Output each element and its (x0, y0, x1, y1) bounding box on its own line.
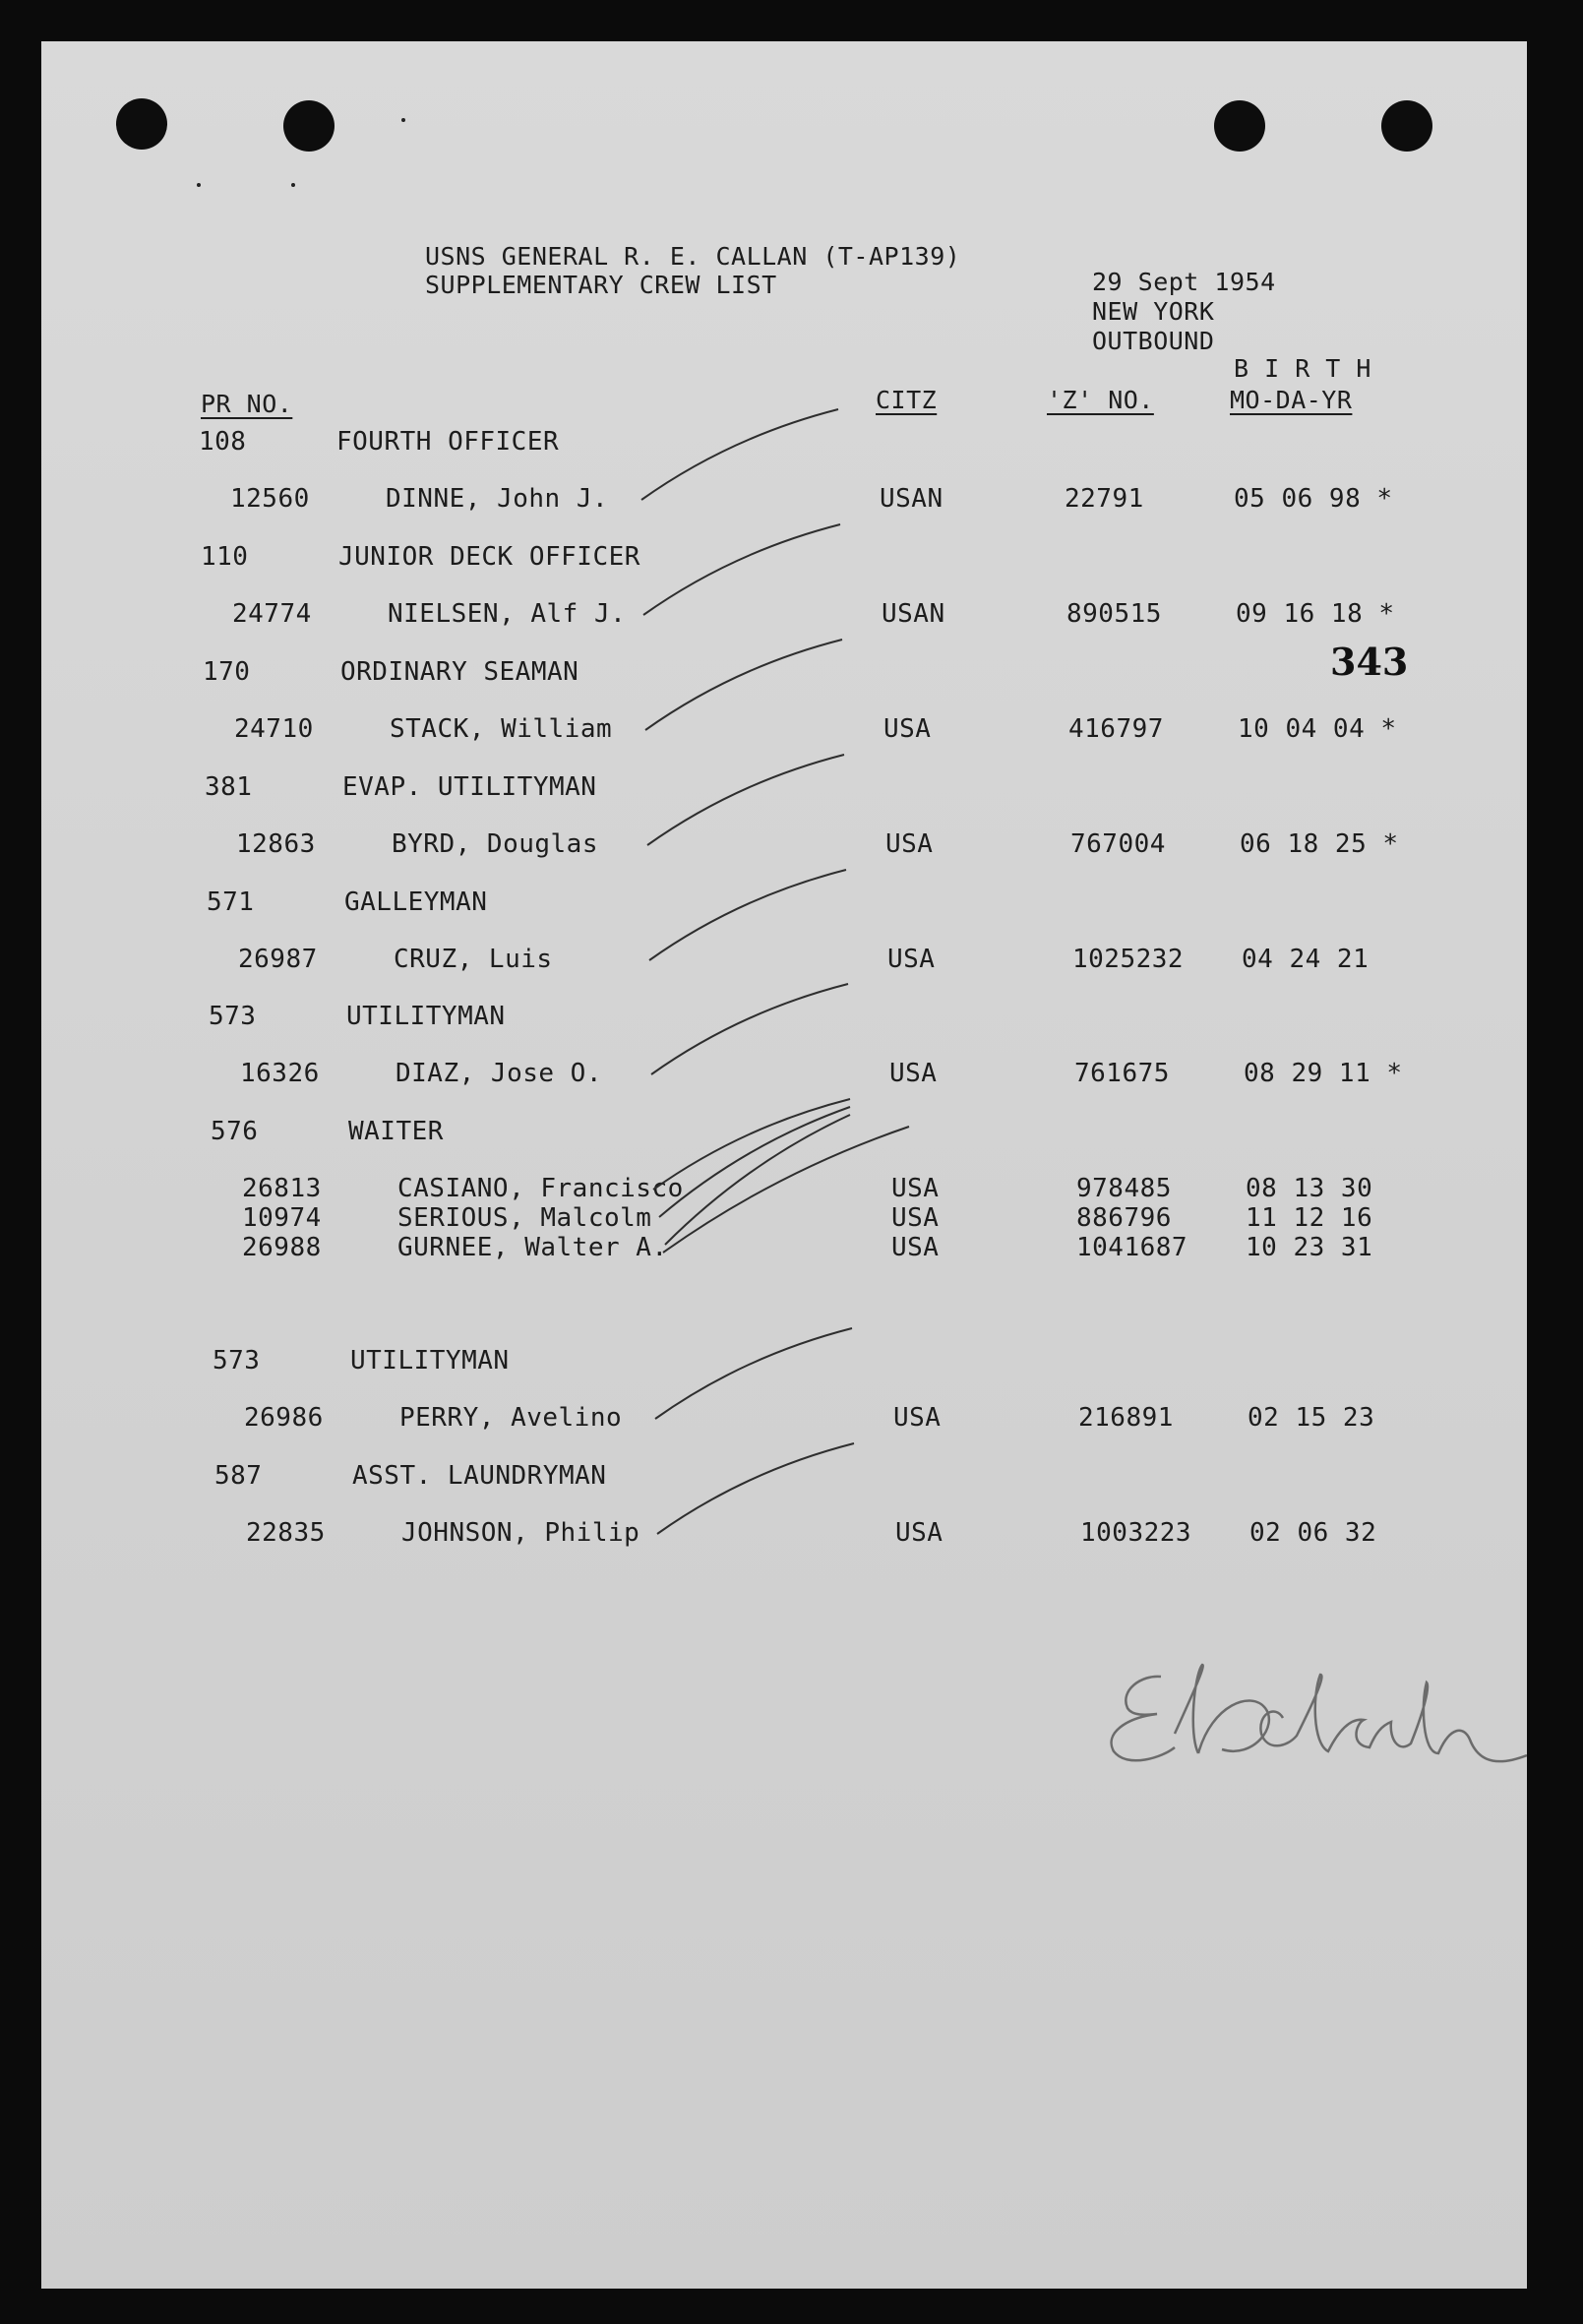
position-title: UTILITYMAN (346, 1002, 506, 1031)
entry-pr-no: 24710 (234, 714, 314, 744)
entry-pr-no: 10974 (242, 1203, 322, 1233)
port: NEW YORK (1092, 297, 1215, 326)
entry-z-no: 767004 (1070, 829, 1166, 859)
entry-pr-no: 26988 (242, 1233, 322, 1262)
position-code: 573 (213, 1346, 261, 1376)
position-code: 170 (203, 657, 251, 687)
entry-z-no: 886796 (1076, 1203, 1172, 1233)
entry-z-no: 216891 (1078, 1403, 1174, 1433)
entry-z-no: 22791 (1065, 484, 1144, 514)
entry-citz: USA (891, 1174, 940, 1203)
entry-pr-no: 26987 (238, 945, 318, 974)
entry-name: STACK, William (390, 714, 613, 744)
entry-birth: 08 29 11 * (1244, 1059, 1403, 1088)
page-number: 343 (1330, 640, 1409, 684)
entry-z-no: 416797 (1068, 714, 1164, 744)
entry-citz: USA (891, 1233, 940, 1262)
position-title: ORDINARY SEAMAN (340, 657, 579, 687)
entry-birth: 09 16 18 * (1236, 599, 1395, 629)
entry-citz: USAN (880, 484, 944, 514)
entry-birth: 11 12 16 (1246, 1203, 1373, 1233)
entry-name: CRUZ, Luis (394, 945, 553, 974)
entry-z-no: 1003223 (1080, 1518, 1192, 1548)
position-code: 573 (209, 1002, 257, 1031)
position-code: 587 (214, 1461, 263, 1491)
entry-citz: USA (889, 1059, 938, 1088)
entry-citz: USA (883, 714, 932, 744)
column-birth: B I R T H (1234, 354, 1371, 383)
entry-birth: 05 06 98 * (1234, 484, 1393, 514)
position-title: WAITER (348, 1117, 444, 1146)
position-title: JUNIOR DECK OFFICER (338, 542, 640, 572)
position-code: 381 (205, 772, 253, 802)
position-title: EVAP. UTILITYMAN (342, 772, 597, 802)
entry-name: BYRD, Douglas (392, 829, 598, 859)
column-pr-no: PR NO. (201, 390, 293, 418)
list-date: 29 Sept 1954 (1092, 268, 1276, 296)
entry-birth: 10 04 04 * (1238, 714, 1397, 744)
entry-name: NIELSEN, Alf J. (388, 599, 627, 629)
position-code: 576 (211, 1117, 259, 1146)
entry-name: SERIOUS, Malcolm (397, 1203, 652, 1233)
column-birth-format: MO-DA-YR (1230, 386, 1353, 414)
position-title: ASST. LAUNDRYMAN (352, 1461, 607, 1491)
entry-citz: USA (887, 945, 936, 974)
entry-z-no: 978485 (1076, 1174, 1172, 1203)
entry-pr-no: 26813 (242, 1174, 322, 1203)
position-code: 571 (207, 887, 255, 917)
entry-name: GURNEE, Walter A. (397, 1233, 668, 1262)
ship-title: USNS GENERAL R. E. CALLAN (T-AP139) (425, 242, 961, 271)
position-title: GALLEYMAN (344, 887, 488, 917)
entry-pr-no: 12560 (230, 484, 310, 514)
entry-name: JOHNSON, Philip (401, 1518, 640, 1548)
entry-pr-no: 16326 (240, 1059, 320, 1088)
entry-z-no: 890515 (1066, 599, 1162, 629)
entry-pr-no: 12863 (236, 829, 316, 859)
position-code: 108 (199, 427, 247, 457)
position-title: FOURTH OFFICER (336, 427, 560, 457)
entry-citz: USAN (882, 599, 945, 629)
entry-citz: USA (891, 1203, 940, 1233)
column-citz: CITZ (876, 386, 938, 414)
entry-name: DIAZ, Jose O. (396, 1059, 602, 1088)
entry-birth: 02 15 23 (1248, 1403, 1375, 1433)
entry-birth: 08 13 30 (1246, 1174, 1373, 1203)
entry-birth: 02 06 32 (1249, 1518, 1377, 1548)
entry-pr-no: 24774 (232, 599, 312, 629)
position-code: 110 (201, 542, 249, 572)
entry-name: CASIANO, Francisco (397, 1174, 684, 1203)
entry-birth: 10 23 31 (1246, 1233, 1373, 1262)
entry-citz: USA (895, 1518, 944, 1548)
crew-list-page (41, 41, 1527, 2289)
entry-name: PERRY, Avelino (399, 1403, 623, 1433)
entry-z-no: 1041687 (1076, 1233, 1188, 1262)
column-z-no: 'Z' NO. (1047, 386, 1154, 414)
entry-pr-no: 26986 (244, 1403, 324, 1433)
entry-citz: USA (885, 829, 934, 859)
entry-name: DINNE, John J. (386, 484, 609, 514)
list-title: SUPPLEMENTARY CREW LIST (425, 271, 777, 299)
entry-z-no: 1025232 (1072, 945, 1185, 974)
direction: OUTBOUND (1092, 327, 1215, 355)
signature-image (41, 41, 1527, 2289)
entry-birth: 06 18 25 * (1240, 829, 1399, 859)
entry-pr-no: 22835 (246, 1518, 326, 1548)
signature-stroke (1112, 1665, 1527, 1761)
position-title: UTILITYMAN (350, 1346, 510, 1376)
entry-birth: 04 24 21 (1242, 945, 1370, 974)
entry-z-no: 761675 (1074, 1059, 1170, 1088)
entry-citz: USA (893, 1403, 942, 1433)
